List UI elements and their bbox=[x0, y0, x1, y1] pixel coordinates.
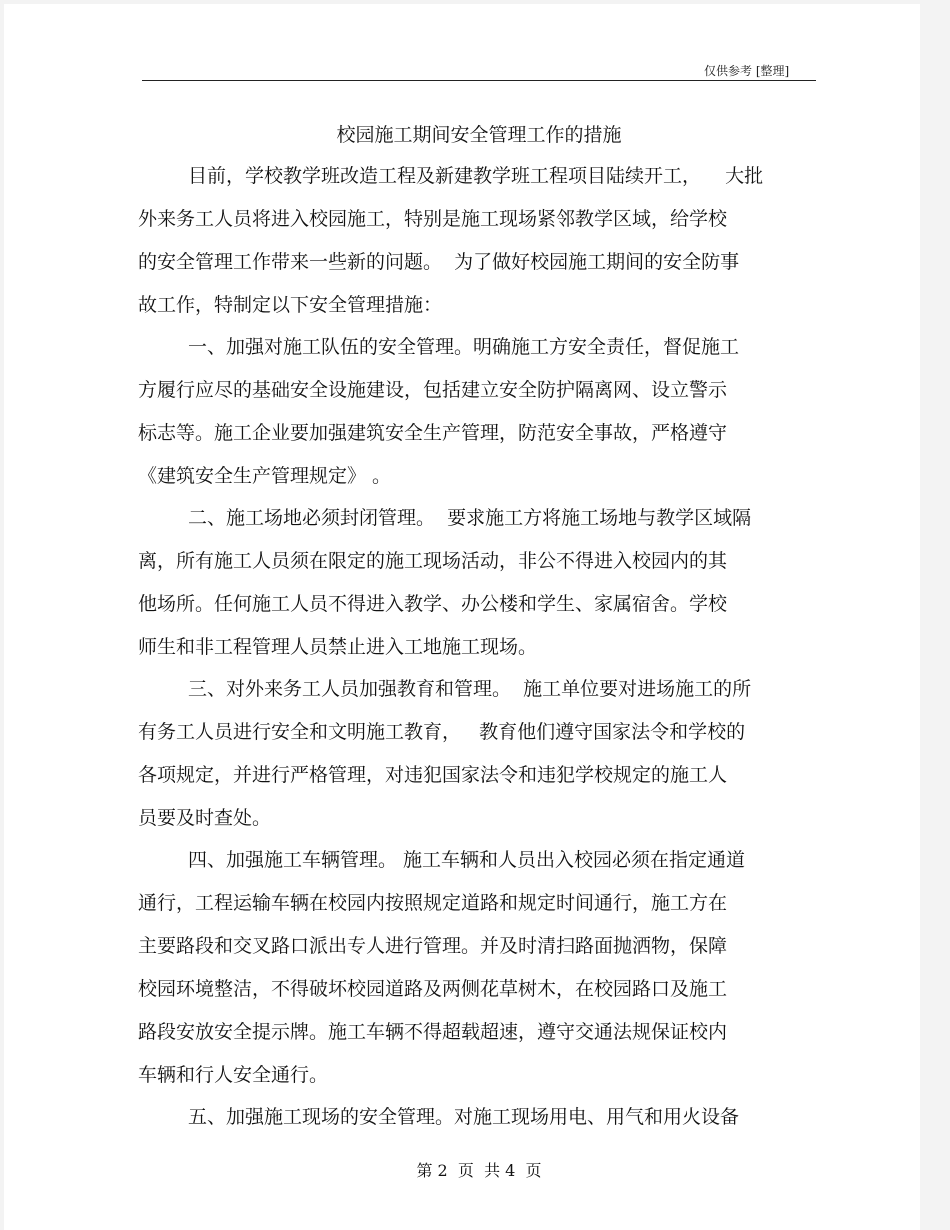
paragraph-line: 《建筑安全生产管理规定》 。 bbox=[138, 465, 392, 487]
paragraph-line: 有务工人员进行安全和文明施工教育， 教育他们遵守国家法令和学校的 bbox=[138, 721, 746, 743]
paragraph-line: 故工作，特制定以下安全管理措施： bbox=[138, 294, 443, 316]
paragraph-line: 一、加强对施工队伍的安全管理。明确施工方安全责任，督促施工 bbox=[188, 336, 740, 358]
paragraph-line: 外来务工人员将进入校园施工，特别是施工现场紧邻教学区域，给学校 bbox=[138, 208, 728, 230]
paragraph-line: 师生和非工程管理人员禁止进入工地施工现场。 bbox=[138, 636, 538, 658]
paragraph-line: 车辆和行人安全通行。 bbox=[138, 1064, 329, 1086]
paragraph-line: 主要路段和交叉路口派出专人进行管理。并及时清扫路面抛洒物，保障 bbox=[138, 935, 728, 957]
paragraph-line: 二、施工场地必须封闭管理。 要求施工方将施工场地与教学区域隔 bbox=[188, 507, 752, 529]
paragraph-line: 的安全管理工作带来一些新的问题。 为了做好校园施工期间的安全防事 bbox=[138, 251, 740, 273]
paragraph-line: 目前，学校教学班改造工程及新建教学班工程项目陆续开工， 大批 bbox=[188, 165, 764, 187]
paragraph-line: 离，所有施工人员须在限定的施工现场活动，非公不得进入校园内的其 bbox=[138, 550, 728, 572]
document-title: 校园施工期间安全管理工作的措施 bbox=[336, 124, 622, 146]
header-note: 仅供参考 [整理] bbox=[704, 64, 790, 78]
paragraph-line: 通行，工程运输车辆在校园内按照规定道路和规定时间通行，施工方在 bbox=[138, 892, 728, 914]
document-page bbox=[4, 4, 920, 1230]
paragraph-line: 各项规定，并进行严格管理，对违犯国家法令和违犯学校规定的施工人 bbox=[138, 764, 728, 786]
paragraph-line: 四、加强施工车辆管理。 施工车辆和人员出入校园必须在指定通道 bbox=[188, 849, 746, 871]
page-number-footer: 第 2 页 共 4 页 bbox=[416, 1161, 542, 1180]
paragraph-line: 校园环境整洁，不得破坏校园道路及两侧花草树木，在校园路口及施工 bbox=[138, 978, 728, 1000]
paragraph-line: 员要及时查处。 bbox=[138, 807, 272, 829]
paragraph-line: 三、对外来务工人员加强教育和管理。 施工单位要对进场施工的所 bbox=[188, 678, 752, 700]
paragraph-line: 五、加强施工现场的安全管理。对施工现场用电、用气和用火设备 bbox=[188, 1106, 740, 1128]
paragraph-line: 方履行应尽的基础安全设施建设，包括建立安全防护隔离网、设立警示 bbox=[138, 379, 728, 401]
paragraph-line: 标志等。施工企业要加强建筑安全生产管理，防范安全事故，严格遵守 bbox=[138, 422, 728, 444]
header-divider bbox=[142, 80, 816, 81]
paragraph-line: 路段安放安全提示牌。施工车辆不得超载超速，遵守交通法规保证校内 bbox=[138, 1021, 728, 1043]
paragraph-line: 他场所。任何施工人员不得进入教学、办公楼和学生、家属宿舍。学校 bbox=[138, 593, 728, 615]
